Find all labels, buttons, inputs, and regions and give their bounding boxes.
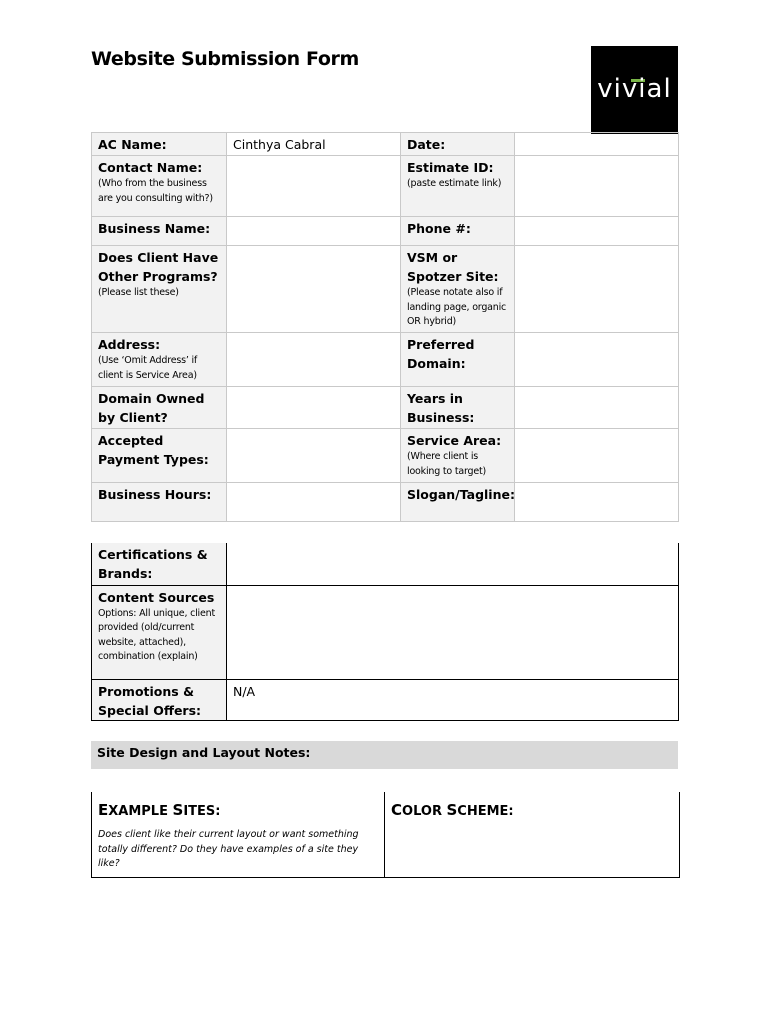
value-cell[interactable] [227,585,679,679]
field-hint: (Who from the business are you consulting with?) [98,178,213,204]
label-cell [92,333,227,387]
label-cell [92,429,227,483]
logo-text: vivial [597,74,672,104]
label-cell [92,217,227,246]
value-cell[interactable] [227,387,401,429]
field-label: Content Sources [98,589,215,605]
field-label: Business Hours: [98,487,212,502]
table-row [92,429,679,483]
table-row [92,585,679,679]
label-cell [401,333,515,387]
field-label: Phone #: [407,221,471,236]
info-table [91,132,679,522]
table-row [92,246,679,333]
value-cell[interactable] [515,387,679,429]
field-label: Promotions & Special Offers: [98,683,202,718]
label-cell [92,585,227,679]
table-row [92,679,679,720]
value-cell[interactable] [515,217,679,246]
field-label: Does Client Have Other Programs? [98,250,219,284]
label-cell [92,156,227,217]
label-cell [401,387,515,429]
field-label: Slogan/Tagline: [407,487,515,502]
content-table [91,543,679,721]
value-cell[interactable] [515,133,679,156]
label-cell [92,483,227,522]
value-cell[interactable] [227,156,401,217]
design-notes-heading: Site Design and Layout Notes: [91,741,678,769]
value-cell[interactable] [227,217,401,246]
table-row [92,387,679,429]
example-sites-cell[interactable] [92,792,385,877]
label-cell [401,217,515,246]
field-label: Years in Business: [407,391,475,425]
label-cell [92,679,227,720]
field-hint: (Please list these) [98,287,179,298]
label-cell [401,133,515,156]
value-cell[interactable] [515,156,679,217]
table-row [92,792,680,877]
label-cell [92,133,227,156]
field-label: Preferred Domain: [407,337,475,371]
label-cell [92,387,227,429]
table-row [92,217,679,246]
field-label: Business Name: [98,221,211,236]
field-label: Certifications & Brands: [98,547,208,581]
vivial-logo [591,46,678,134]
value-cell[interactable] [227,543,679,585]
value-cell[interactable] [227,679,679,720]
field-hint: (Please notate also if landing page, organic OR hybrid) [407,287,507,327]
example-sites-note: Does client like their current layout or want something totally different? Do they have examples of a site they like? [98,829,359,869]
label-cell [92,246,227,333]
field-label: VSM or Spotzer Site: [407,250,499,284]
field-hint: (Use ‘Omit Address’ if client is Service Area) [98,355,198,381]
ac-name-value[interactable]: Cinthya Cabral [233,137,326,152]
table-row [92,156,679,217]
design-notes-table [91,792,680,878]
value-cell[interactable] [515,429,679,483]
promotions-value[interactable]: N/A [233,683,256,699]
value-cell[interactable] [227,483,401,522]
label-cell [401,483,515,522]
field-label: Date: [407,137,446,152]
label-cell [92,543,227,585]
field-label: Estimate ID: [407,160,494,175]
field-label: Accepted Payment Types: [98,433,209,467]
table-row [92,133,679,156]
value-cell[interactable] [227,333,401,387]
value-cell[interactable] [515,483,679,522]
table-row [92,483,679,522]
field-label: Domain Owned by Client? [98,391,205,425]
label-cell [401,156,515,217]
page-title: Website Submission Form [91,48,359,70]
value-cell[interactable] [515,246,679,333]
value-cell[interactable] [227,429,401,483]
field-label: Contact Name: [98,160,203,175]
field-hint: (Where client is looking to target) [407,451,487,477]
label-cell [401,429,515,483]
value-cell[interactable] [227,246,401,333]
field-hint: Options: All unique, client provided (old/current website, attached), combination (explain) [98,607,215,662]
color-scheme-cell[interactable] [385,792,680,877]
field-label: Address: [98,337,161,352]
label-cell [401,246,515,333]
value-cell[interactable] [515,333,679,387]
example-sites-heading: EXAMPLE SITES: [98,801,221,819]
field-hint: (paste estimate link) [407,178,502,189]
color-scheme-heading: COLOR SCHEME: [391,801,514,819]
table-row [92,543,679,585]
field-label: AC Name: [98,137,167,152]
table-row [92,333,679,387]
value-cell[interactable] [227,133,401,156]
field-label: Service Area: [407,433,502,448]
